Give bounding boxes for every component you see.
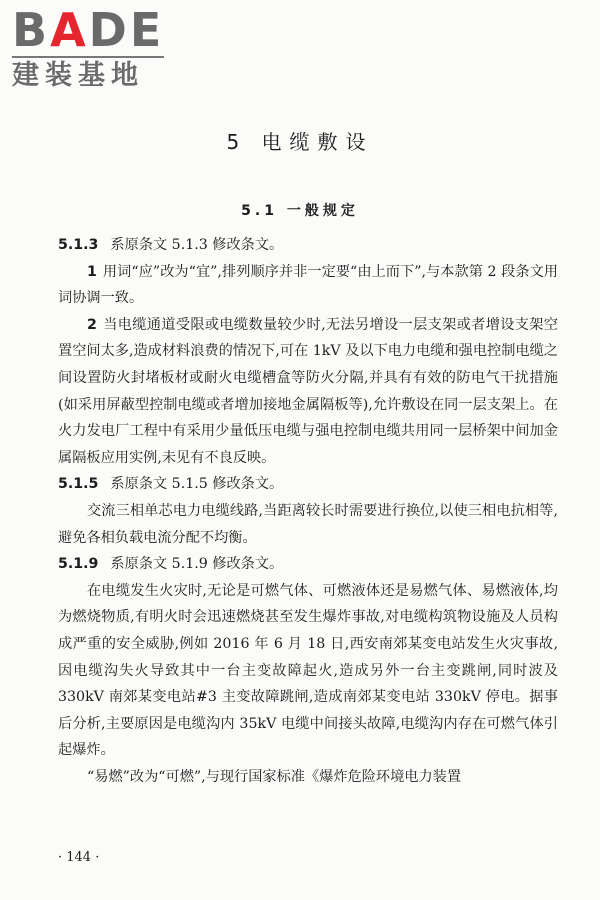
clause-item: [58, 312, 558, 472]
clause-number: 5.1.9: [58, 556, 99, 573]
clause-text: 系原条文 5.1.5 修改条文。: [110, 476, 284, 493]
clause-paragraph: 交流三相单芯电力电缆线路,当距离较长时需要进行换位,以使三相电抗相等,避免各相负载电流分配不均衡。: [58, 502, 558, 546]
clause-paragraph: 在电缆发生火灾时,无论是可燃气体、可燃液体还是易燃气体、易燃液体,均为燃烧物质,有明火时会迅速燃烧甚至发生爆炸事故,对电缆构筑物设施及人员构成严重的安全威胁,例如 2016 年 6 月 18 日,西安南郊某变电站发生火灾事故,因电缆沟失火导致其中一台主变故障起火,造成另外一台主变跳闸,同时波及 330kV 南郊某变电站#3 主变故障跳闸,造成南郊某变电站 330kV 停电。据事后分析,主要原因是电缆沟内 35kV 电缆中间接头故障,电缆沟内存在可燃气体引起爆炸。: [58, 582, 558, 759]
logo-letter-b: B: [12, 3, 51, 57]
item-number: 1: [87, 263, 97, 280]
clause-number: 5.1.3: [58, 237, 99, 253]
clause-heading: [58, 551, 558, 578]
chapter-title: 5 电缆敷设: [226, 130, 374, 154]
section-title: 5.1 一般规定: [241, 203, 359, 219]
body-text: [58, 232, 558, 790]
logo-letter-a: A: [50, 3, 89, 57]
clause-text: 系原条文 5.1.3 修改条文。: [110, 237, 284, 253]
clause-item: [58, 259, 558, 312]
item-text: 用词“应”改为“宜”,排列顺序并非一定要“由上而下”,与本款第 2 段条文用词协调一致。: [58, 263, 558, 307]
item-text: 当电缆通道受限或电缆数量较少时,无法另增设一层支架或者增设支架空置空间太多,造成材料浪费的情况下,可在 1kV 及以下电力电缆和强电控制电缆之间设置防火封堵板材或耐火电缆槽盒等防火分隔,并具有有效的防电气干扰措施(如采用屏蔽型控制电缆或者增加接地金属隔板等),允许敷设在同一层支架上。在火力发电厂工程中有采用少量低压电缆与强电控制电缆共用同一层桥架中间加金属隔板应用实例,未见有不良反映。: [58, 316, 558, 466]
clause-number: 5.1.5: [58, 476, 99, 493]
clause-heading: [58, 471, 558, 498]
clause-heading: [58, 232, 558, 259]
clause-text: 系原条文 5.1.9 修改条文。: [110, 556, 284, 573]
logo-subtitle: 建装基地: [12, 60, 144, 91]
item-number: 2: [87, 316, 97, 333]
logo-letters-de: DE: [88, 3, 165, 57]
logo-wordmark: [12, 3, 180, 57]
bade-logo: [12, 3, 180, 92]
page-number: · 144 ·: [58, 850, 100, 865]
clause-paragraph: “易燃”改为“可燃”,与现行国家标准《爆炸危险环境电力装置: [87, 768, 462, 785]
